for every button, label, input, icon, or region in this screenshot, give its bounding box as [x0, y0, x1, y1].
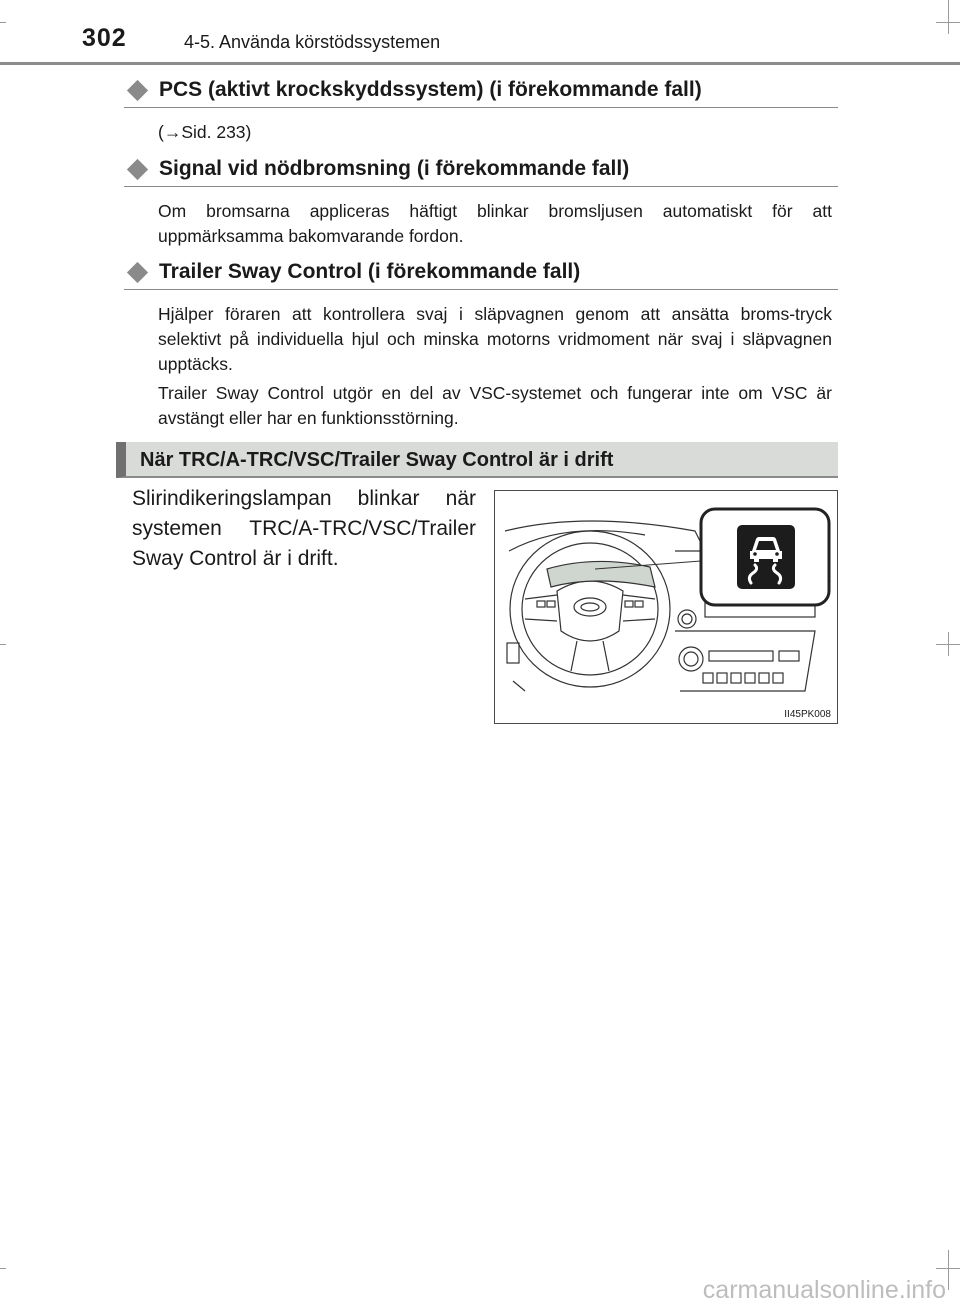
paragraph: (→Sid. 233): [158, 122, 252, 142]
section-rule: [124, 186, 838, 187]
paragraph: Trailer Sway Control utgör en del av VSC-systemet och fungerar inte om VSC är avstängt eller har en funktionsstörning.: [158, 383, 832, 428]
page-number: 302: [82, 24, 127, 52]
watermark: carmanualsonline.info: [702, 1276, 946, 1304]
section-heading: [128, 157, 629, 181]
paragraph: Hjälper föraren att kontrollera svaj i släpvagnen genom att ansätta broms-tryck selektivt på individuella hjul och minska motorns vridmoment när svaj i släpvagnen upptäcks.: [158, 304, 832, 374]
section-heading-text: Trailer Sway Control (i förekommande fall): [159, 260, 581, 283]
subsection-heading-text: När TRC/A-TRC/VSC/Trailer Sway Control är i drift: [140, 449, 614, 471]
crop-mark: [936, 644, 960, 645]
crop-mark: [0, 1268, 6, 1269]
section-heading-text: Signal vid nödbromsning (i förekommande fall): [159, 157, 630, 180]
chapter-title: 4-5. Använda körstödssystemen: [184, 32, 441, 52]
section-heading-text: PCS (aktivt krockskyddssystem) (i förekommande fall): [159, 78, 702, 101]
illustration-code: II45PK008: [784, 709, 831, 720]
section-heading: [128, 78, 702, 102]
body-text: Slirindikeringslampan blinkar när systemen TRC/A-TRC/VSC/Trailer Sway Control är i drift.: [132, 487, 476, 570]
section-heading: [128, 260, 580, 284]
section-rule: [124, 289, 838, 290]
paragraph: Om bromsarna appliceras häftigt blinkar bromsljusen automatiskt för att uppmärksamma bakomvarande fordon.: [158, 201, 832, 246]
dashboard-illustration: [494, 490, 838, 724]
diamond-bullet-icon: [127, 158, 148, 179]
subsection-heading: [116, 442, 838, 478]
crop-mark: [936, 1268, 960, 1269]
crop-mark: [948, 0, 949, 34]
diamond-bullet-icon: [127, 79, 148, 100]
section-rule: [124, 107, 838, 108]
crop-mark: [0, 644, 6, 645]
crop-mark: [0, 22, 6, 23]
header-rule: [0, 62, 960, 65]
crop-mark: [936, 22, 960, 23]
crop-mark: [948, 1250, 949, 1290]
slip-indicator-icon: [737, 525, 795, 589]
diamond-bullet-icon: [127, 261, 148, 282]
